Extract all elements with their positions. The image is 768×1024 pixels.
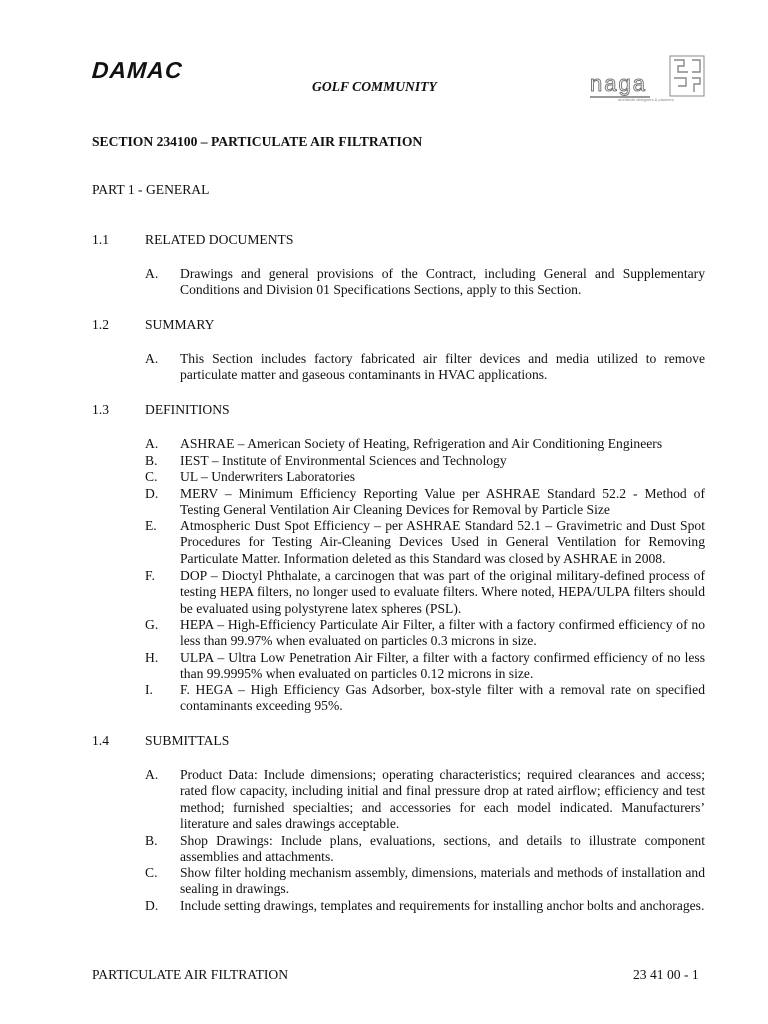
item-text: Include setting drawings, templates and requirements for installing anchor bolts and anchorages.	[180, 898, 705, 913]
part-title: PART 1 - GENERAL	[92, 182, 210, 197]
item-text: Drawings and general provisions of the Contract, including General and Supplementary Conditions and Division 01 Specifications Sections, apply to this Section.	[180, 266, 705, 298]
naga-logo-tagline: architects designers & planners	[618, 97, 674, 102]
article-number: 1.1	[92, 232, 109, 247]
list-item	[145, 682, 705, 715]
item-letter: C.	[145, 865, 158, 880]
item-letter: B.	[145, 833, 158, 848]
article-title: DEFINITIONS	[145, 402, 230, 417]
item-text: This Section includes factory fabricated air filter devices and media utilized to remove particulate matter and gaseous contaminants in HVAC applications.	[180, 351, 705, 383]
naga-logo	[588, 54, 708, 102]
list-item	[145, 486, 705, 519]
list-item	[145, 469, 705, 485]
item-letter: C.	[145, 469, 158, 484]
item-text: Show filter holding mechanism assembly, dimensions, materials and methods of installation and sealing in drawings.	[180, 865, 705, 897]
item-letter: E.	[145, 518, 157, 533]
section-title: SECTION 234100 – PARTICULATE AIR FILTRATION	[92, 134, 423, 149]
article-number: 1.2	[92, 317, 109, 332]
article-title: SUBMITTALS	[145, 733, 230, 748]
item-text: MERV – Minimum Efficiency Reporting Value per ASHRAE Standard 52.2 - Method of Testing General Ventilation Air Cleaning Devices for Removal by Particle Size	[180, 486, 705, 518]
list-item	[145, 518, 705, 567]
item-letter: F.	[145, 568, 155, 583]
item-letter: B.	[145, 453, 158, 468]
damac-logo: DAMAC	[91, 57, 184, 83]
footer-page-number: 23 41 00 - 1	[633, 967, 699, 982]
list-item	[145, 617, 705, 650]
item-text: Shop Drawings: Include plans, evaluations, sections, and details to illustrate component assemblies and attachments.	[180, 833, 705, 865]
article-number: 1.4	[92, 733, 109, 748]
item-text: ULPA – Ultra Low Penetration Air Filter, a filter with a factory confirmed efficiency of no less than 99.9995% when evaluated on particles 0.12 microns in size.	[180, 650, 705, 682]
item-letter: A.	[145, 436, 159, 451]
item-text: IEST – Institute of Environmental Sciences and Technology	[180, 453, 507, 468]
item-letter: A.	[145, 351, 159, 366]
item-text: Atmospheric Dust Spot Efficiency – per ASHRAE Standard 52.1 – Gravimetric and Dust Spot Procedures for Testing Air-Cleaning Devices Used in General Ventilation for Removing Particulate Matter. Information deleted as this Standard was closed by ASHRAE in 2008.	[180, 518, 705, 566]
list-item	[145, 351, 705, 384]
list-item	[145, 650, 705, 683]
list-item	[145, 436, 705, 452]
list-item	[145, 266, 705, 299]
article-title: RELATED DOCUMENTS	[145, 232, 294, 247]
item-text: F. HEGA – High Efficiency Gas Adsorber, box-style filter with a removal rate on specified contaminants exceeding 95%.	[180, 682, 705, 714]
item-text: Product Data: Include dimensions; operating characteristics; required clearances and access; rated flow capacity, including initial and final pressure drop at rated airflow; efficiency and test method; furnished specialties; and accessories for each model indicated. Manufacturers’ literature and sales drawings acceptable.	[180, 767, 705, 832]
list-item	[145, 865, 705, 898]
item-letter: I.	[145, 682, 153, 697]
item-text: DOP – Dioctyl Phthalate, a carcinogen that was part of the original military-defined process of testing HEPA filters, no longer used to evaluate filters. Where noted, HEPA/ULPA filters should be evaluated using polystyrene latex spheres (PSL).	[180, 568, 705, 616]
item-letter: H.	[145, 650, 159, 665]
naga-logo-wordmark: naga	[590, 71, 647, 96]
item-letter: D.	[145, 486, 159, 501]
item-letter: A.	[145, 767, 159, 782]
item-text: UL – Underwriters Laboratories	[180, 469, 356, 484]
article-number: 1.3	[92, 402, 109, 417]
article-title: SUMMARY	[145, 317, 215, 332]
item-letter: D.	[145, 898, 159, 913]
item-text: ASHRAE – American Society of Heating, Refrigeration and Air Conditioning Engineers	[180, 436, 663, 451]
list-item	[145, 568, 705, 617]
list-item	[145, 767, 705, 833]
item-letter: A.	[145, 266, 159, 281]
list-item	[145, 453, 705, 469]
item-text: HEPA – High-Efficiency Particulate Air Filter, a filter with a factory confirmed efficiency of no less than 99.97% when evaluated on particles 0.3 microns in size.	[180, 617, 705, 649]
list-item	[145, 898, 705, 914]
list-item	[145, 833, 705, 866]
item-letter: G.	[145, 617, 159, 632]
footer-section-name: PARTICULATE AIR FILTRATION	[92, 967, 289, 982]
header-title: GOLF COMMUNITY	[312, 79, 437, 94]
